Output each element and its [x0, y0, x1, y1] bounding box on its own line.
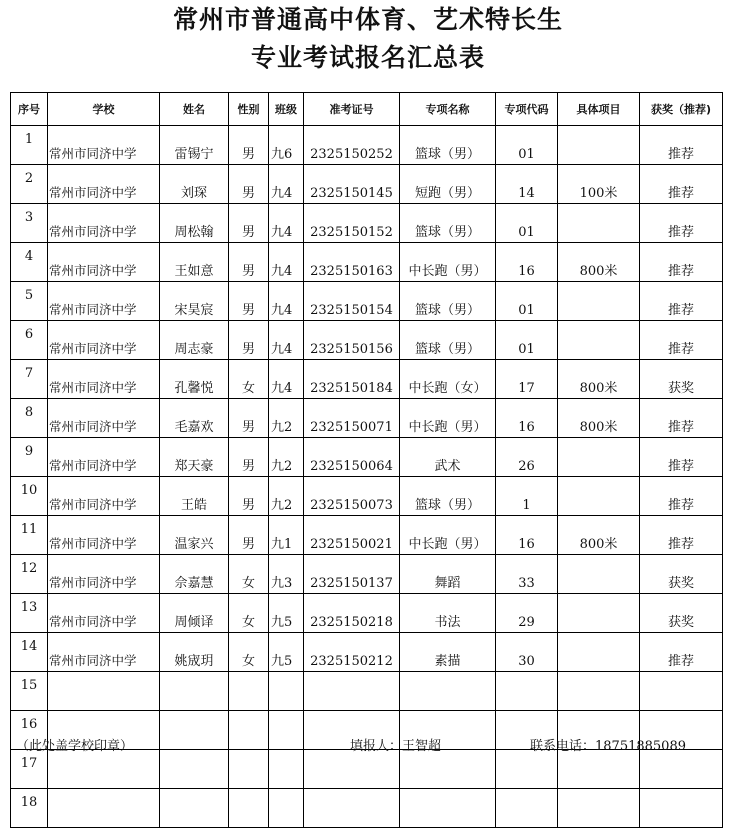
- table-row: [11, 594, 723, 633]
- cell-item: [558, 204, 640, 243]
- header-school: 学校: [48, 93, 160, 126]
- cell-class: [269, 789, 304, 828]
- cell-class: 九6: [269, 126, 304, 165]
- table-row: [11, 399, 723, 438]
- cell-gender: 男: [229, 477, 269, 516]
- cell-award: 获奖: [640, 594, 723, 633]
- table-row: [11, 789, 723, 828]
- cell-exam-id: 2325150021: [304, 516, 400, 555]
- registration-table: [10, 92, 723, 828]
- cell-school: 常州市同济中学: [48, 165, 160, 204]
- cell-no: 15: [11, 672, 48, 711]
- cell-code: 17: [496, 360, 558, 399]
- cell-name: [160, 750, 229, 789]
- cell-school: 常州市同济中学: [48, 516, 160, 555]
- cell-name: [160, 711, 229, 750]
- cell-exam-id: 2325150073: [304, 477, 400, 516]
- cell-class: 九2: [269, 438, 304, 477]
- cell-event: 素描: [400, 633, 496, 672]
- header-gender: 性别: [229, 93, 269, 126]
- cell-event: 武术: [400, 438, 496, 477]
- cell-name: 郑天豪: [160, 438, 229, 477]
- table-header-row: [11, 93, 723, 126]
- cell-code: 14: [496, 165, 558, 204]
- cell-award: 推荐: [640, 516, 723, 555]
- cell-exam-id: 2325150152: [304, 204, 400, 243]
- cell-award: 获奖: [640, 555, 723, 594]
- cell-code: 29: [496, 594, 558, 633]
- cell-no: 3: [11, 204, 48, 243]
- cell-code: [496, 750, 558, 789]
- cell-no: 18: [11, 789, 48, 828]
- cell-name: [160, 672, 229, 711]
- table-row: [11, 438, 723, 477]
- table-row: [11, 243, 723, 282]
- table-row: [11, 126, 723, 165]
- cell-exam-id: [304, 750, 400, 789]
- cell-code: 26: [496, 438, 558, 477]
- cell-event: 中长跑（男）: [400, 516, 496, 555]
- cell-school: 常州市同济中学: [48, 282, 160, 321]
- cell-class: 九5: [269, 594, 304, 633]
- cell-class: [269, 711, 304, 750]
- header-item: 具体项目: [558, 93, 640, 126]
- cell-item: [558, 633, 640, 672]
- cell-event: 中长跑（女）: [400, 360, 496, 399]
- cell-school: 常州市同济中学: [48, 204, 160, 243]
- cell-item: 800米: [558, 399, 640, 438]
- cell-award: [640, 789, 723, 828]
- cell-class: [269, 750, 304, 789]
- cell-gender: [229, 711, 269, 750]
- header-name: 姓名: [160, 93, 229, 126]
- cell-class: 九5: [269, 633, 304, 672]
- cell-no: 11: [11, 516, 48, 555]
- cell-event: 书法: [400, 594, 496, 633]
- cell-code: 01: [496, 282, 558, 321]
- cell-code: 33: [496, 555, 558, 594]
- cell-no: 13: [11, 594, 48, 633]
- cell-no: 17: [11, 750, 48, 789]
- cell-name: 雷锡宁: [160, 126, 229, 165]
- cell-school: 常州市同济中学: [48, 438, 160, 477]
- cell-gender: 女: [229, 555, 269, 594]
- header-event: 专项名称: [400, 93, 496, 126]
- cell-exam-id: [304, 789, 400, 828]
- cell-school: 常州市同济中学: [48, 243, 160, 282]
- cell-school: 常州市同济中学: [48, 555, 160, 594]
- cell-event: [400, 672, 496, 711]
- cell-award: [640, 672, 723, 711]
- cell-gender: 男: [229, 282, 269, 321]
- cell-school: 常州市同济中学: [48, 399, 160, 438]
- cell-class: [269, 672, 304, 711]
- cell-no: 10: [11, 477, 48, 516]
- table-row: [11, 633, 723, 672]
- cell-no: 9: [11, 438, 48, 477]
- cell-name: 周倾译: [160, 594, 229, 633]
- cell-gender: 男: [229, 438, 269, 477]
- filler-info: 填报人：王智超: [350, 739, 442, 754]
- cell-gender: 女: [229, 633, 269, 672]
- cell-event: 中长跑（男）: [400, 243, 496, 282]
- cell-event: 篮球（男）: [400, 126, 496, 165]
- table-row: [11, 204, 723, 243]
- document-subtitle: 专业考试报名汇总表: [250, 43, 485, 72]
- cell-code: 16: [496, 516, 558, 555]
- cell-no: 12: [11, 555, 48, 594]
- table-row: [11, 750, 723, 789]
- cell-name: 刘琛: [160, 165, 229, 204]
- cell-award: 推荐: [640, 165, 723, 204]
- cell-award: 推荐: [640, 477, 723, 516]
- cell-no: 2: [11, 165, 48, 204]
- cell-exam-id: 2325150137: [304, 555, 400, 594]
- cell-gender: 男: [229, 126, 269, 165]
- cell-name: [160, 789, 229, 828]
- cell-item: [558, 126, 640, 165]
- cell-event: [400, 789, 496, 828]
- cell-school: [48, 750, 160, 789]
- cell-name: 宋昊宸: [160, 282, 229, 321]
- table-row: [11, 282, 723, 321]
- cell-school: 常州市同济中学: [48, 126, 160, 165]
- cell-class: 九4: [269, 165, 304, 204]
- table-row: [11, 321, 723, 360]
- header-award: 获奖（推荐): [640, 93, 723, 126]
- cell-gender: 男: [229, 243, 269, 282]
- cell-code: 01: [496, 126, 558, 165]
- cell-item: [558, 594, 640, 633]
- cell-class: 九4: [269, 321, 304, 360]
- cell-event: 短跑（男）: [400, 165, 496, 204]
- cell-name: 温家兴: [160, 516, 229, 555]
- cell-award: 推荐: [640, 282, 723, 321]
- cell-exam-id: 2325150145: [304, 165, 400, 204]
- cell-exam-id: 2325150212: [304, 633, 400, 672]
- cell-name: 周志豪: [160, 321, 229, 360]
- cell-class: 九4: [269, 282, 304, 321]
- cell-award: 推荐: [640, 204, 723, 243]
- cell-code: [496, 672, 558, 711]
- cell-exam-id: 2325150252: [304, 126, 400, 165]
- cell-school: 常州市同济中学: [48, 477, 160, 516]
- cell-no: 8: [11, 399, 48, 438]
- table-row: [11, 672, 723, 711]
- cell-gender: 男: [229, 399, 269, 438]
- cell-name: 孔馨悦: [160, 360, 229, 399]
- contact-phone: 联系电话：18751885089: [530, 739, 686, 754]
- cell-award: [640, 750, 723, 789]
- cell-no: 16: [11, 711, 48, 750]
- cell-item: 800米: [558, 243, 640, 282]
- cell-event: 篮球（男）: [400, 282, 496, 321]
- cell-item: [558, 672, 640, 711]
- cell-code: 16: [496, 399, 558, 438]
- cell-school: 常州市同济中学: [48, 360, 160, 399]
- cell-exam-id: 2325150064: [304, 438, 400, 477]
- header-exam-id: 准考证号: [304, 93, 400, 126]
- cell-event: 篮球（男）: [400, 204, 496, 243]
- cell-award: 推荐: [640, 126, 723, 165]
- cell-item: 800米: [558, 360, 640, 399]
- cell-class: 九4: [269, 204, 304, 243]
- cell-name: 姚宬玥: [160, 633, 229, 672]
- cell-award: 推荐: [640, 438, 723, 477]
- cell-exam-id: 2325150184: [304, 360, 400, 399]
- cell-gender: 男: [229, 165, 269, 204]
- cell-class: 九4: [269, 360, 304, 399]
- cell-code: 01: [496, 204, 558, 243]
- cell-item: 800米: [558, 516, 640, 555]
- cell-gender: [229, 750, 269, 789]
- table-row: [11, 477, 723, 516]
- cell-event: 篮球（男）: [400, 321, 496, 360]
- cell-code: [496, 789, 558, 828]
- cell-award: 推荐: [640, 243, 723, 282]
- cell-name: 毛嘉欢: [160, 399, 229, 438]
- cell-name: 佘嘉慧: [160, 555, 229, 594]
- cell-gender: 女: [229, 594, 269, 633]
- cell-class: 九4: [269, 243, 304, 282]
- cell-item: [558, 750, 640, 789]
- table-row: [11, 516, 723, 555]
- cell-class: 九3: [269, 555, 304, 594]
- header-class: 班级: [269, 93, 304, 126]
- cell-gender: 男: [229, 516, 269, 555]
- table-row: [11, 555, 723, 594]
- cell-exam-id: 2325150163: [304, 243, 400, 282]
- cell-no: 4: [11, 243, 48, 282]
- cell-gender: 女: [229, 360, 269, 399]
- cell-award: 推荐: [640, 399, 723, 438]
- cell-event: [400, 750, 496, 789]
- cell-gender: 男: [229, 204, 269, 243]
- cell-exam-id: [304, 672, 400, 711]
- table-row: [11, 360, 723, 399]
- cell-no: 7: [11, 360, 48, 399]
- cell-school: [48, 789, 160, 828]
- cell-award: 获奖: [640, 360, 723, 399]
- cell-item: [558, 789, 640, 828]
- cell-exam-id: 2325150218: [304, 594, 400, 633]
- cell-award: 推荐: [640, 321, 723, 360]
- document-title: 常州市普通高中体育、艺术特长生: [172, 5, 563, 34]
- cell-code: 1: [496, 477, 558, 516]
- cell-item: [558, 438, 640, 477]
- header-code: 专项代码: [496, 93, 558, 126]
- cell-item: [558, 555, 640, 594]
- cell-exam-id: 2325150071: [304, 399, 400, 438]
- cell-item: [558, 477, 640, 516]
- cell-no: 5: [11, 282, 48, 321]
- cell-no: 1: [11, 126, 48, 165]
- cell-school: [48, 672, 160, 711]
- cell-exam-id: 2325150154: [304, 282, 400, 321]
- cell-code: 16: [496, 243, 558, 282]
- table-row: [11, 165, 723, 204]
- cell-no: 14: [11, 633, 48, 672]
- cell-name: 周松翰: [160, 204, 229, 243]
- cell-code: 01: [496, 321, 558, 360]
- header-no: 序号: [11, 93, 48, 126]
- cell-event: 篮球（男）: [400, 477, 496, 516]
- cell-item: 100米: [558, 165, 640, 204]
- cell-gender: [229, 672, 269, 711]
- cell-event: 中长跑（男）: [400, 399, 496, 438]
- cell-class: 九1: [269, 516, 304, 555]
- cell-event: 舞蹈: [400, 555, 496, 594]
- cell-name: 王如意: [160, 243, 229, 282]
- cell-class: 九2: [269, 477, 304, 516]
- seal-note: （此处盖学校印章）: [16, 739, 134, 754]
- cell-no: 6: [11, 321, 48, 360]
- cell-award: 推荐: [640, 633, 723, 672]
- cell-exam-id: 2325150156: [304, 321, 400, 360]
- cell-school: 常州市同济中学: [48, 594, 160, 633]
- cell-item: [558, 321, 640, 360]
- cell-gender: 男: [229, 321, 269, 360]
- cell-school: 常州市同济中学: [48, 633, 160, 672]
- cell-item: [558, 282, 640, 321]
- table-body: [11, 126, 723, 828]
- cell-name: 王皓: [160, 477, 229, 516]
- cell-gender: [229, 789, 269, 828]
- cell-class: 九2: [269, 399, 304, 438]
- cell-code: 30: [496, 633, 558, 672]
- cell-school: 常州市同济中学: [48, 321, 160, 360]
